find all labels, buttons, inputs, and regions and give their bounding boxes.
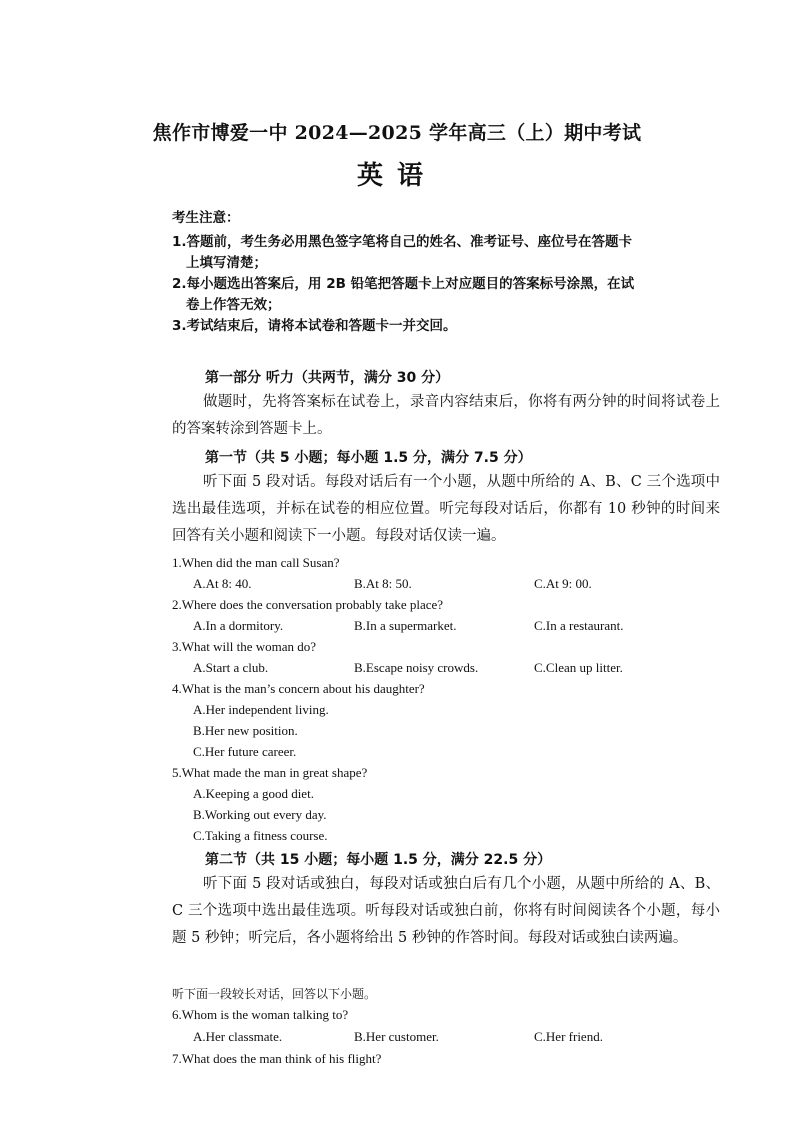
question-stem: 6.Whom is the woman talking to?: [172, 1007, 349, 1022]
question-stem: 4.What is the man’s concern about his daughter?: [172, 681, 425, 696]
section2-intro: 听下面 5 段对话或独白，每段对话或独白后有几个小题，从题中所给的 A、B、C 三个选项中选出最佳选项。听每段对话或独白前，你将有时间阅读各个小题，每小题 5 秒钟；听完后，各小题将给出 5 秒钟的作答时间。每段对话或独白读两遍。: [172, 876, 720, 946]
question-stem: 7.What does the man think of his flight?: [172, 1051, 382, 1066]
option-a: A.Her classmate.: [193, 1029, 283, 1044]
option-c: C.Her future career.: [193, 744, 297, 759]
option-a: A.Start a club.: [193, 660, 269, 675]
option-b: B.Her new position.: [193, 723, 298, 738]
section2-title: 第二节（共 15 小题；每小题 1.5 分，满分 22.5 分）: [205, 852, 552, 868]
part1-title: 第一部分 听力（共两节，满分 30 分）: [205, 370, 450, 386]
notice-item-line: 2.每小题选出答案后，用 2B 铅笔把答题卡上对应题目的答案标号涂黑，在试: [172, 276, 635, 292]
option-c: C.Clean up litter.: [534, 660, 623, 675]
option-b: B.Her customer.: [354, 1029, 439, 1044]
notice-item-line: 上填写清楚；: [186, 255, 267, 271]
option-c: C.At 9: 00.: [534, 576, 592, 591]
subject-title: 英语: [356, 161, 437, 191]
notice-item: [172, 316, 732, 337]
notice-item-line: 1.答题前，考生务必用黑色签字笔将自己的姓名、准考证号、座位号在答题卡: [172, 234, 633, 250]
section1-intro: 听下面 5 段对话。每段对话后有一个小题，从题中所给的 A、B、C 三个选项中选出最佳选项，并标在试卷的相应位置。听完每段对话后，你都有 10 秒钟的时间来回答有关小题和阅读下一小题。每段对话仅读一遍。: [172, 474, 720, 544]
option-b: B.Working out every day.: [193, 807, 327, 822]
option-b: B.At 8: 50.: [354, 576, 412, 591]
option-a: A.In a dormitory.: [193, 618, 284, 633]
section2-note: 听下面一段较长对话，回答以下小题。: [172, 987, 377, 1001]
exam-title: 焦作市博爱一中 2024—2025 学年高三（上）期中考试: [152, 122, 642, 144]
notice-item-line: 卷上作答无效；: [186, 297, 281, 313]
option-a: A.Her independent living.: [193, 702, 329, 717]
notice-item: [172, 232, 732, 274]
question-stem: 3.What will the woman do?: [172, 639, 317, 654]
section1-title: 第一节（共 5 小题；每小题 1.5 分，满分 7.5 分）: [205, 450, 532, 466]
notice-item: [172, 274, 732, 316]
question-stem: 5.What made the man in great shape?: [172, 765, 368, 780]
option-a: A.Keeping a good diet.: [193, 786, 314, 801]
option-b: B.In a supermarket.: [354, 618, 457, 633]
option-b: B.Escape noisy crowds.: [354, 660, 479, 675]
option-c: C.Her friend.: [534, 1029, 603, 1044]
candidate-notice: [172, 206, 732, 337]
option-a: A.At 8: 40.: [193, 576, 252, 591]
option-c: C.In a restaurant.: [534, 618, 624, 633]
part1-intro: 做题时，先将答案标在试卷上，录音内容结束后，你将有两分钟的时间将试卷上的答案转涂到答题卡上。: [172, 394, 720, 437]
question-stem: 2.Where does the conversation probably take place?: [172, 597, 444, 612]
option-c: C.Taking a fitness course.: [193, 828, 328, 843]
notice-item-line: 3.考试结束后，请将本试卷和答题卡一并交回。: [172, 318, 457, 334]
notice-heading: 考生注意：: [172, 210, 240, 226]
question-stem: 1.When did the man call Susan?: [172, 555, 340, 570]
